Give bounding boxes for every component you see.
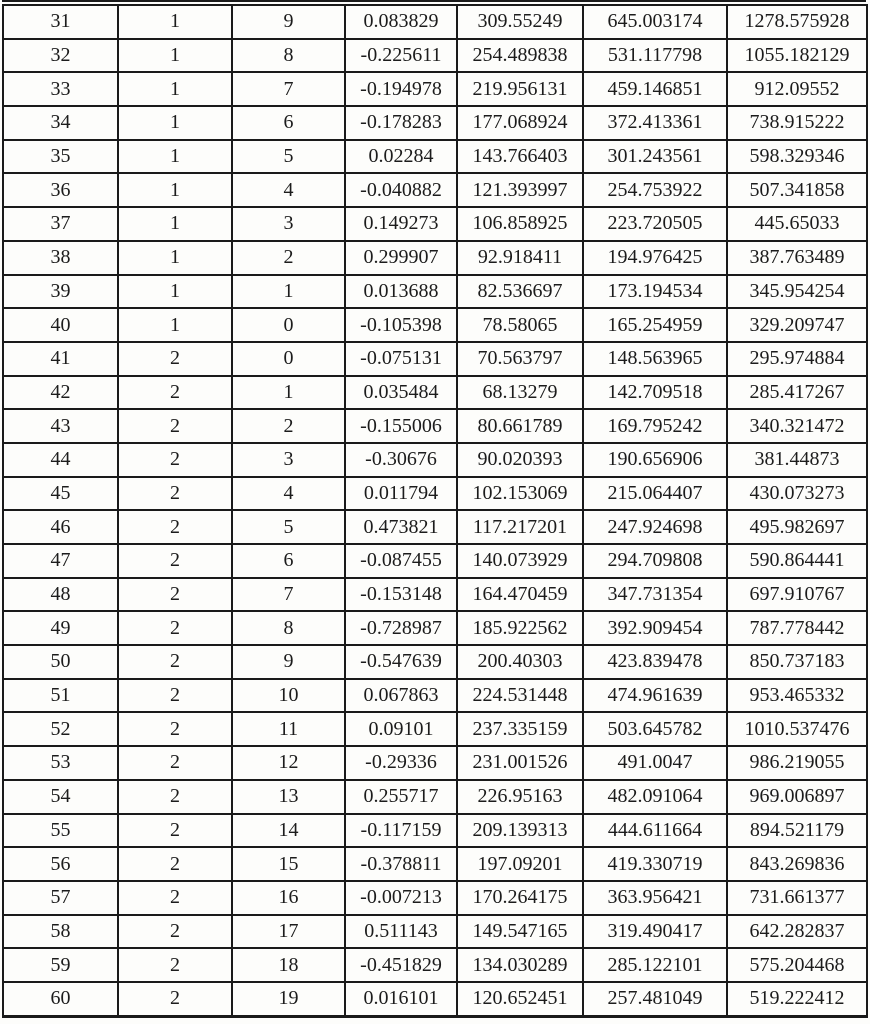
- table-cell: 140.073929: [457, 544, 583, 578]
- table-cell: 0.035484: [345, 376, 457, 410]
- table-cell: 345.954254: [727, 275, 867, 309]
- table-cell: 0: [232, 342, 345, 376]
- table-cell: 2: [118, 746, 232, 780]
- table-cell: 177.068924: [457, 106, 583, 140]
- table-cell: 53: [3, 746, 118, 780]
- table-cell: 738.915222: [727, 106, 867, 140]
- table-cell: -0.040882: [345, 173, 457, 207]
- table-cell: 423.839478: [583, 645, 727, 679]
- table-cell: 444.611664: [583, 814, 727, 848]
- table-cell: 197.09201: [457, 847, 583, 881]
- table-cell: 1055.182129: [727, 39, 867, 73]
- table-cell: 7: [232, 72, 345, 106]
- table-row: [3, 409, 867, 443]
- table-cell: 70.563797: [457, 342, 583, 376]
- table-cell: 519.222412: [727, 982, 867, 1016]
- table-cell: 1: [118, 173, 232, 207]
- table-cell: -0.194978: [345, 72, 457, 106]
- table-cell: 11: [232, 712, 345, 746]
- table-cell: 2: [118, 510, 232, 544]
- table-cell: 491.0047: [583, 746, 727, 780]
- table-cell: 372.413361: [583, 106, 727, 140]
- table-cell: -0.155006: [345, 409, 457, 443]
- table-cell: 3: [232, 443, 345, 477]
- table-cell: 445.65033: [727, 207, 867, 241]
- table-cell: -0.30676: [345, 443, 457, 477]
- table-cell: 68.13279: [457, 376, 583, 410]
- table-cell: 392.909454: [583, 611, 727, 645]
- table-cell: 850.737183: [727, 645, 867, 679]
- table-cell: 170.264175: [457, 881, 583, 915]
- table-cell: 47: [3, 544, 118, 578]
- table-cell: 44: [3, 443, 118, 477]
- table-cell: 329.209747: [727, 308, 867, 342]
- table-cell: 40: [3, 308, 118, 342]
- table-row: [3, 578, 867, 612]
- table-cell: 575.204468: [727, 948, 867, 982]
- table-cell: 482.091064: [583, 780, 727, 814]
- table-cell: 52: [3, 712, 118, 746]
- table-cell: 92.918411: [457, 241, 583, 275]
- table-cell: 15: [232, 847, 345, 881]
- table-row: [3, 645, 867, 679]
- table-cell: 2: [118, 342, 232, 376]
- table-cell: -0.075131: [345, 342, 457, 376]
- table-cell: 254.753922: [583, 173, 727, 207]
- table-cell: 2: [118, 477, 232, 511]
- table-cell: 0: [232, 308, 345, 342]
- table-cell: 117.217201: [457, 510, 583, 544]
- table-cell: -0.105398: [345, 308, 457, 342]
- table-cell: 0.013688: [345, 275, 457, 309]
- table-row: [3, 5, 867, 39]
- table-cell: 33: [3, 72, 118, 106]
- table-cell: 6: [232, 544, 345, 578]
- table-row: [3, 544, 867, 578]
- data-table: [2, 4, 868, 1018]
- table-row: [3, 241, 867, 275]
- table-cell: 9: [232, 645, 345, 679]
- table-cell: 49: [3, 611, 118, 645]
- table-cell: 590.864441: [727, 544, 867, 578]
- table-row: [3, 679, 867, 713]
- table-cell: 148.563965: [583, 342, 727, 376]
- table-cell: 0.299907: [345, 241, 457, 275]
- table-cell: -0.007213: [345, 881, 457, 915]
- table-cell: 2: [118, 780, 232, 814]
- table-cell: 165.254959: [583, 308, 727, 342]
- table-cell: 645.003174: [583, 5, 727, 39]
- table-cell: 106.858925: [457, 207, 583, 241]
- table-cell: 2: [118, 376, 232, 410]
- table-cell: 1: [118, 72, 232, 106]
- table-row: [3, 140, 867, 174]
- table-cell: 59: [3, 948, 118, 982]
- table-cell: 1: [118, 39, 232, 73]
- table-cell: 90.020393: [457, 443, 583, 477]
- table-cell: 531.117798: [583, 39, 727, 73]
- table-cell: 254.489838: [457, 39, 583, 73]
- table-cell: -0.378811: [345, 847, 457, 881]
- table-cell: 2: [118, 679, 232, 713]
- table-row: [3, 712, 867, 746]
- table-cell: -0.451829: [345, 948, 457, 982]
- table-cell: 507.341858: [727, 173, 867, 207]
- table-cell: 2: [118, 578, 232, 612]
- table-cell: -0.547639: [345, 645, 457, 679]
- table-row: [3, 477, 867, 511]
- table-row: [3, 207, 867, 241]
- table-row: [3, 376, 867, 410]
- table-cell: 34: [3, 106, 118, 140]
- table-cell: 13: [232, 780, 345, 814]
- table-cell: 60: [3, 982, 118, 1016]
- table-row: [3, 275, 867, 309]
- table-cell: 173.194534: [583, 275, 727, 309]
- table-cell: 0.02284: [345, 140, 457, 174]
- table-cell: 2: [118, 611, 232, 645]
- table-cell: 0.255717: [345, 780, 457, 814]
- table-cell: -0.29336: [345, 746, 457, 780]
- table-cell: 1: [232, 275, 345, 309]
- table-cell: 0.067863: [345, 679, 457, 713]
- table-cell: 37: [3, 207, 118, 241]
- table-cell: 5: [232, 140, 345, 174]
- table-cell: 0.016101: [345, 982, 457, 1016]
- table-cell: 2: [118, 881, 232, 915]
- table-cell: 43: [3, 409, 118, 443]
- table-cell: 9: [232, 5, 345, 39]
- table-cell: 19: [232, 982, 345, 1016]
- table-cell: 459.146851: [583, 72, 727, 106]
- table-cell: 194.976425: [583, 241, 727, 275]
- table-cell: 1: [118, 5, 232, 39]
- table-cell: 4: [232, 477, 345, 511]
- table-cell: 894.521179: [727, 814, 867, 848]
- table-cell: 164.470459: [457, 578, 583, 612]
- table-row: [3, 342, 867, 376]
- table-cell: 237.335159: [457, 712, 583, 746]
- table-cell: 12: [232, 746, 345, 780]
- table-cell: 0.511143: [345, 915, 457, 949]
- table-cell: 32: [3, 39, 118, 73]
- table-cell: 319.490417: [583, 915, 727, 949]
- table-row: [3, 746, 867, 780]
- table-cell: 598.329346: [727, 140, 867, 174]
- table-cell: 223.720505: [583, 207, 727, 241]
- table-cell: 209.139313: [457, 814, 583, 848]
- table-body: [3, 5, 867, 1016]
- table-cell: 190.656906: [583, 443, 727, 477]
- table-cell: 1: [118, 308, 232, 342]
- table-row: [3, 780, 867, 814]
- table-cell: 430.073273: [727, 477, 867, 511]
- table-cell: 57: [3, 881, 118, 915]
- table-cell: -0.728987: [345, 611, 457, 645]
- table-cell: 2: [118, 847, 232, 881]
- table-cell: 0.09101: [345, 712, 457, 746]
- table-cell: 51: [3, 679, 118, 713]
- table-cell: 35: [3, 140, 118, 174]
- table-cell: 642.282837: [727, 915, 867, 949]
- table-cell: 8: [232, 611, 345, 645]
- table-cell: 215.064407: [583, 477, 727, 511]
- table-cell: 169.795242: [583, 409, 727, 443]
- table-cell: 340.321472: [727, 409, 867, 443]
- table-cell: 1: [118, 207, 232, 241]
- table-cell: 474.961639: [583, 679, 727, 713]
- table-cell: 294.709808: [583, 544, 727, 578]
- table-cell: 58: [3, 915, 118, 949]
- table-cell: 2: [232, 241, 345, 275]
- table-cell: -0.087455: [345, 544, 457, 578]
- table-cell: 912.09552: [727, 72, 867, 106]
- table-cell: 31: [3, 5, 118, 39]
- table-cell: 54: [3, 780, 118, 814]
- table-cell: 285.122101: [583, 948, 727, 982]
- table-cell: 78.58065: [457, 308, 583, 342]
- table-row: [3, 814, 867, 848]
- table-cell: 231.001526: [457, 746, 583, 780]
- table-cell: 503.645782: [583, 712, 727, 746]
- table-cell: 1278.575928: [727, 5, 867, 39]
- table-cell: 8: [232, 39, 345, 73]
- table-cell: 2: [118, 409, 232, 443]
- table-cell: 953.465332: [727, 679, 867, 713]
- table-cell: 731.661377: [727, 881, 867, 915]
- table-cell: 143.766403: [457, 140, 583, 174]
- table-row: [3, 72, 867, 106]
- table-cell: 0.011794: [345, 477, 457, 511]
- table-cell: 224.531448: [457, 679, 583, 713]
- table-cell: 10: [232, 679, 345, 713]
- table-cell: 247.924698: [583, 510, 727, 544]
- table-cell: 381.44873: [727, 443, 867, 477]
- table-cell: 55: [3, 814, 118, 848]
- table-row: [3, 173, 867, 207]
- table-cell: 309.55249: [457, 5, 583, 39]
- table-cell: 1010.537476: [727, 712, 867, 746]
- table-cell: 4: [232, 173, 345, 207]
- table-cell: 36: [3, 173, 118, 207]
- table-cell: 41: [3, 342, 118, 376]
- table-cell: 121.393997: [457, 173, 583, 207]
- table-cell: 18: [232, 948, 345, 982]
- table-cell: 2: [118, 645, 232, 679]
- table-cell: -0.225611: [345, 39, 457, 73]
- table-cell: 0.473821: [345, 510, 457, 544]
- table-row: [3, 308, 867, 342]
- table-cell: 102.153069: [457, 477, 583, 511]
- table-cell: 45: [3, 477, 118, 511]
- table-cell: 16: [232, 881, 345, 915]
- table-cell: 295.974884: [727, 342, 867, 376]
- table-cell: 200.40303: [457, 645, 583, 679]
- table-cell: 42: [3, 376, 118, 410]
- table-cell: 969.006897: [727, 780, 867, 814]
- table-cell: 347.731354: [583, 578, 727, 612]
- table-cell: 2: [118, 814, 232, 848]
- table-row: [3, 443, 867, 477]
- table-cell: 39: [3, 275, 118, 309]
- table-cell: 495.982697: [727, 510, 867, 544]
- table-row: [3, 106, 867, 140]
- table-cell: 2: [118, 443, 232, 477]
- table-row: [3, 847, 867, 881]
- table-cell: -0.178283: [345, 106, 457, 140]
- table-cell: 1: [118, 106, 232, 140]
- table-cell: 843.269836: [727, 847, 867, 881]
- table-cell: 2: [118, 544, 232, 578]
- table-cell: 7: [232, 578, 345, 612]
- table-cell: 80.661789: [457, 409, 583, 443]
- table-cell: 301.243561: [583, 140, 727, 174]
- table-cell: 14: [232, 814, 345, 848]
- table-row: [3, 881, 867, 915]
- table-cell: 787.778442: [727, 611, 867, 645]
- cropped-row-border: [2, 0, 866, 2]
- table-cell: 48: [3, 578, 118, 612]
- table-cell: 285.417267: [727, 376, 867, 410]
- table-cell: 697.910767: [727, 578, 867, 612]
- table-cell: 387.763489: [727, 241, 867, 275]
- table-cell: 419.330719: [583, 847, 727, 881]
- table-cell: 142.709518: [583, 376, 727, 410]
- table-cell: 219.956131: [457, 72, 583, 106]
- table-cell: 363.956421: [583, 881, 727, 915]
- table-cell: 226.95163: [457, 780, 583, 814]
- table-cell: 986.219055: [727, 746, 867, 780]
- table-row: [3, 39, 867, 73]
- table-cell: 257.481049: [583, 982, 727, 1016]
- table-cell: -0.153148: [345, 578, 457, 612]
- table-cell: 56: [3, 847, 118, 881]
- table-cell: 2: [118, 982, 232, 1016]
- table-row: [3, 611, 867, 645]
- table-row: [3, 510, 867, 544]
- table-cell: 120.652451: [457, 982, 583, 1016]
- table-cell: 134.030289: [457, 948, 583, 982]
- table-cell: 2: [118, 948, 232, 982]
- table-cell: 82.536697: [457, 275, 583, 309]
- table-cell: 1: [118, 140, 232, 174]
- table-cell: 149.547165: [457, 915, 583, 949]
- table-cell: 46: [3, 510, 118, 544]
- table-cell: 6: [232, 106, 345, 140]
- table-cell: 50: [3, 645, 118, 679]
- table-cell: -0.117159: [345, 814, 457, 848]
- table-row: [3, 948, 867, 982]
- table-cell: 0.083829: [345, 5, 457, 39]
- table-cell: 0.149273: [345, 207, 457, 241]
- table-cell: 185.922562: [457, 611, 583, 645]
- table-cell: 5: [232, 510, 345, 544]
- table-cell: 1: [232, 376, 345, 410]
- table-cell: 17: [232, 915, 345, 949]
- table-row: [3, 915, 867, 949]
- table-cell: 2: [118, 915, 232, 949]
- table-cell: 2: [118, 712, 232, 746]
- table-cell: 2: [232, 409, 345, 443]
- table-cell: 3: [232, 207, 345, 241]
- table-cell: 1: [118, 275, 232, 309]
- table-row: [3, 982, 867, 1016]
- table-cell: 38: [3, 241, 118, 275]
- table-cell: 1: [118, 241, 232, 275]
